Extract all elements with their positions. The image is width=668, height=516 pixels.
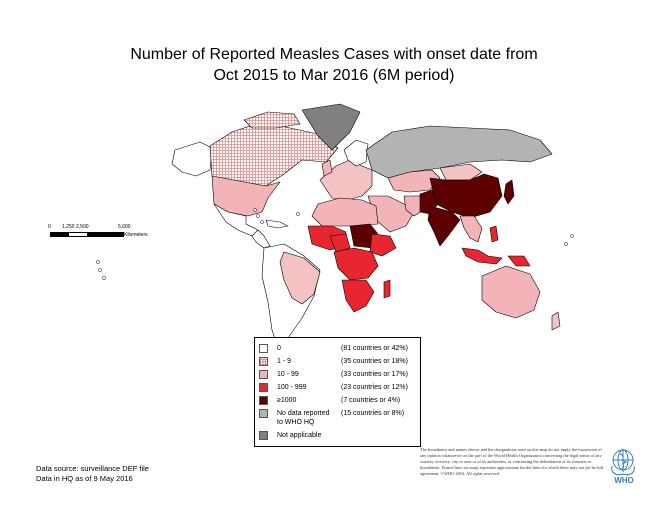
scale-tick-5000: 5,000 xyxy=(118,224,131,230)
island-dot xyxy=(253,208,256,211)
legend-count: (7 countries or 4%) xyxy=(341,397,401,404)
title-line-2: Oct 2015 to Mar 2016 (6M period) xyxy=(213,67,455,84)
region-southeast-asia xyxy=(460,216,482,242)
region-alaska xyxy=(172,142,212,176)
disclaimer-text: The boundaries and names shown and the designations used on this map do not imply the expression of any opinion whatsoever on the part of the World Health Organization concerning the legal status of any country, territory, city or area or of its authorities, or concerning the delimitation of its frontiers or boundaries. Dotted lines on maps represent approximate border lines for which there may not yet be full agreement. ©WHO 2016. All rights reserved. xyxy=(420,447,604,476)
legend-label: 100 - 999 xyxy=(277,384,307,391)
legend-label: 1 - 9 xyxy=(277,358,292,365)
region-japan xyxy=(504,180,514,204)
legend xyxy=(254,337,421,447)
legend-swatch-no-data xyxy=(259,409,268,418)
scale-unit: Kilometers xyxy=(124,232,148,238)
data-source-line-1: Data source: surveillance DEF file xyxy=(36,464,149,473)
data-source-line-2: Data in HQ as of 9 May 2016 xyxy=(36,474,133,483)
region-arctic-islands xyxy=(244,112,300,128)
legend-swatch-100-999 xyxy=(259,383,268,392)
legend-label: 10 - 99 xyxy=(277,371,299,378)
legend-label: 0 xyxy=(277,345,281,352)
region-indonesia xyxy=(462,248,502,264)
who-logo-text: WHO xyxy=(614,476,634,485)
island-dot xyxy=(570,234,573,237)
legend-label: No data reported xyxy=(277,410,330,417)
legend-count: (23 countries or 12%) xyxy=(341,384,408,391)
island-dot xyxy=(256,214,259,217)
region-australia xyxy=(482,266,540,318)
legend-swatch-1000 xyxy=(259,396,268,405)
region-caribbean xyxy=(266,220,288,228)
scale-bar-graphic xyxy=(50,232,124,237)
region-horn-of-africa xyxy=(370,234,396,256)
title-line-1: Number of Reported Measles Cases with onset date from xyxy=(130,46,538,63)
legend-swatch-1-9 xyxy=(259,357,268,366)
region-new-zealand xyxy=(552,312,560,330)
region-central-africa xyxy=(334,248,378,280)
scale-tick-0: 0 xyxy=(48,224,51,230)
scale-tick-1250: 1,250 xyxy=(62,224,75,230)
island-dot xyxy=(98,268,101,271)
legend-swatch-not-applicable xyxy=(259,431,268,440)
island-dot xyxy=(102,276,105,279)
legend-label-2: to WHO HQ xyxy=(277,419,315,426)
island-dot xyxy=(296,212,299,215)
region-southern-africa xyxy=(342,280,374,312)
legend-swatch-none xyxy=(259,344,268,353)
legend-count: (33 countries or 17%) xyxy=(341,371,408,378)
region-philippines xyxy=(490,226,498,242)
region-madagascar xyxy=(384,280,390,298)
legend-swatch-10-99 xyxy=(259,370,268,379)
scale-tick-2500: 2,500 xyxy=(76,224,89,230)
data-source xyxy=(36,464,149,484)
region-north-africa xyxy=(312,198,378,226)
island-dot xyxy=(260,220,263,223)
region-png xyxy=(508,256,530,266)
island-dot xyxy=(96,260,99,263)
legend-count: (35 countries or 18%) xyxy=(341,358,408,365)
legend-count: (15 countries or 8%) xyxy=(341,410,405,417)
legend-count: (81 countries or 42%) xyxy=(341,345,408,352)
legend-label: Not applicable xyxy=(277,432,322,439)
legend-label: ≥1000 xyxy=(277,397,297,404)
scale-bar xyxy=(48,224,163,248)
island-dot xyxy=(564,242,567,245)
